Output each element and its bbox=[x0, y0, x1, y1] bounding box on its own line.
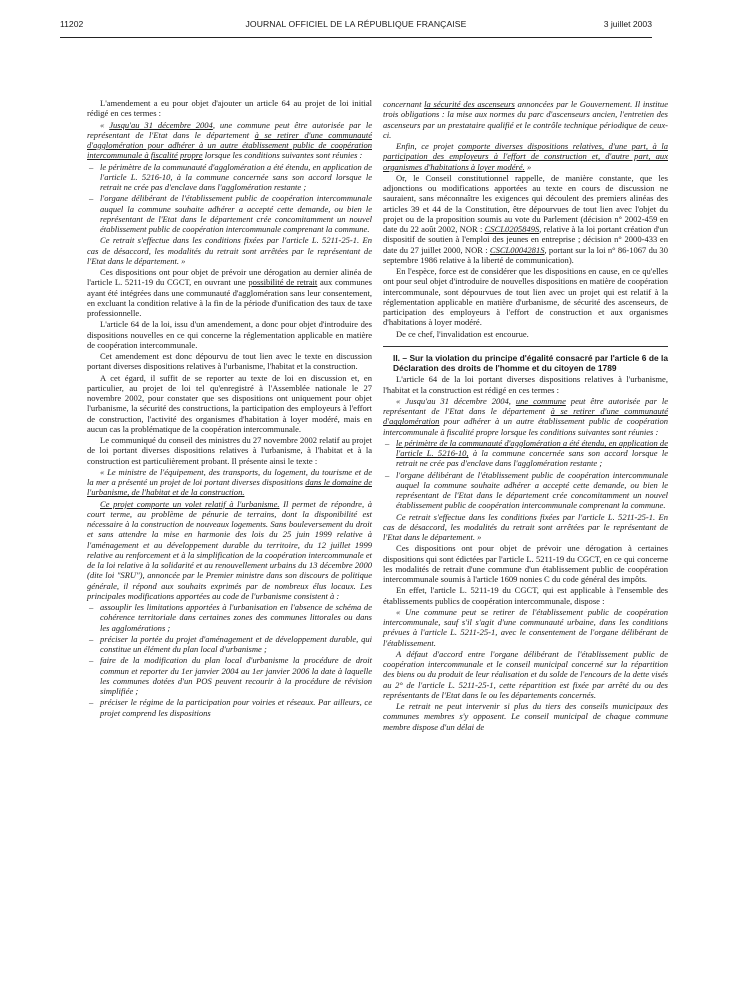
paragraph: L'article 64 de la loi, issu d'un amendement, a donc pour objet d'introduire des dispositions nouvelles en ce qui concerne la réglementation applicable en matière de coopération intercommunale. bbox=[87, 319, 372, 350]
list-item: – l'organe délibérant de l'établissement public de coopération intercommunale auquel la commune souhaite adhérer a accepté cette demande, ou bien le représentant de l'Etat dans le département crée concomitamment un nouvel établissement public de coopération intercommunale comprenant la commune. bbox=[87, 193, 372, 234]
quoted-paragraph: Ce retrait s'effectue dans les conditions fixées par l'article L. 5211-25-1. En cas de désaccord, les modalités du retrait sont arrêtées par le représentant de l'Etat dans le département. » bbox=[383, 511, 668, 543]
issue-date: 3 juillet 2003 bbox=[603, 19, 652, 29]
quoted-paragraph: « Jusqu'au 31 décembre 2004, une commune peut être autorisée par le représentant de l'Etat dans le département à se retirer d'une communauté d'agglomération pour adhérer à un autre établissement public de coopération intercommunale à fiscalité propre lorsque les conditions suivantes sont réunies : bbox=[87, 119, 372, 161]
paragraph: En l'espèce, force est de considérer que les dispositions en cause, en ce qu'elles ont pour seul objet d'introduire de nouvelles dispositions en matière de coopération intercommunale, sont dépourvues de tout lien avec un projet qui est relatif à la réglementation applicable en matière d'urbanisme, de sécurité des ascenseurs, de participation des employeurs à l'effort de construction et aux organismes d'habitations à loyer modéré. bbox=[383, 266, 668, 328]
quoted-paragraph: « Jusqu'au 31 décembre 2004, une commune peut être autorisée par le représentant de l'Etat dans le département à se retirer d'une communauté d'agglomération pour adhérer à un autre établissement public de coopération intercommunale à fiscalité propre lorsque les conditions suivantes sont réunies : bbox=[383, 395, 668, 437]
list-item: – le périmètre de la communauté d'agglomération a été étendu, en application de l'article L. 5216-10, à la commune concernée sans son accord lorsque le retrait ne crée pas d'enclave dans l'agglomération restante ; bbox=[87, 162, 372, 193]
list-item: – le périmètre de la communauté d'agglomération a été étendu, en application de l'article L. 5216-10, à la commune concernée sans son accord lorsque le retrait ne crée pas d'enclave dans l'agglomération restante ; bbox=[383, 438, 668, 469]
quoted-paragraph: Ce projet comporte un volet relatif à l'urbanisme. Il permet de répondre, à court terme, au problème de pénurie de terrains, dont la disponibilité est nécessaire à la construction de nouveaux logements. Sans bouleversement du droit et sans attendre la mise en harmonie des lois du 25 juin 1999 relative à l'aménagement et au développement durable du territoire, du 12 juillet 1999 relative au renforcement et à la simplification de la coopération intercommunale et de la loi relative à la solidarité et au renouvellement urbains du 13 décembre 2000 (dite loi "SRU"), annoncée par le Premier ministre dans son discours de politique générale, il répond aux souhaits exprimés par de nombreux élus locaux. Les principales modifications apportées au code de l'urbanisme consistent à : bbox=[87, 498, 372, 601]
section-heading: II. – Sur la violation du principe d'égalité consacré par l'article 6 de la Déclaration des droits de l'homme et du citoyen de 1789 bbox=[393, 352, 668, 374]
paragraph: A cet égard, il suffit de se reporter au texte de loi en discussion et, en particulier, au projet de loi tel qu'enregistré à l'Assemblée nationale le 27 novembre 2002, pour constater que ses dispositions ont uniquement pour objet l'urbanisme, la sécurité des constructions, la participation des employeurs à l'effort de construction, l'activité des organismes d'habitation à loyer modéré, mais en aucun cas la problématique de la coopération intercommunale. bbox=[87, 372, 372, 434]
quoted-paragraph: « Le ministre de l'équipement, des transports, du logement, du tourisme et de la mer a présenté un projet de loi portant diverses dispositions dans le domaine de l'urbanisme, de l'habitat et de la construction. bbox=[87, 466, 372, 498]
quoted-paragraph: A défaut d'accord entre l'organe délibérant de l'établissement public de coopération intercommunale et le conseil municipal concerné sur la répartition des biens ou du produit de leur réalisation et du solde de l'encours de la dette visés au 2° de l'article L. 5211-25-1, cette répartition est fixée par arrêté du ou des représentants de l'Etat dans le ou les départements concernés. bbox=[383, 648, 668, 700]
paragraph: De ce chef, l'invalidation est encourue. bbox=[396, 328, 529, 339]
paragraph: Le communiqué du conseil des ministres du 27 novembre 2002 relatif au projet de loi portant diverses dispositions relatives à l'urbanisme, à l'habitat et à la construction est particulièrement probant. Il présente ainsi le texte : bbox=[87, 435, 372, 466]
list-item: – préciser le régime de la participation pour voiries et réseaux. Par ailleurs, ce projet comprend les dispositions bbox=[87, 697, 372, 718]
quoted-paragraph: concernant la sécurité des ascenseurs annoncées par le Gouvernement. Il institue trois obligations : la mise aux normes du parc d'ascenseurs ancien, l'entretien des ascenseurs par un prestataire qualifié et le contrôle technique périodique de ceux-ci. bbox=[383, 99, 668, 140]
paragraph: Ces dispositions ont pour objet de prévoir une dérogation à certaines dispositions qui sont édictées par l'article L. 5211-19 du CGCT, en ce qui concerne les modalités de retrait d'une commune d'un établissement public de coopération intercommunale soumis à l'article 1609 nonies C du code général des impôts. bbox=[383, 543, 668, 585]
header-rule bbox=[60, 37, 652, 38]
right-column bbox=[383, 99, 668, 733]
list-item: – l'organe délibérant de l'établissement public de coopération intercommunale auquel la commune souhaite adhérer a accepté cette demande, ou bien le représentant de l'Etat dans le département crée concomitamment un nouvel établissement public de coopération intercommunale comprenant la commune. bbox=[383, 470, 668, 511]
journal-title: JOURNAL OFFICIEL DE LA RÉPUBLIQUE FRANÇAISE bbox=[245, 19, 467, 29]
paragraph: L'amendement a eu pour objet d'ajouter un article 64 au projet de loi initial rédigé en ces termes : bbox=[87, 98, 372, 119]
quoted-paragraph: Enfin, ce projet comporte diverses dispositions relatives, d'une part, à la participation des employeurs à l'effort de construction et, d'autre part, aux organismes d'habitations à loyer modéré. » bbox=[383, 141, 668, 172]
paragraph: Cet amendement est donc dépourvu de tout lien avec le texte en discussion portant diverses dispositions relatives à l'urbanisme, l'habitat et la construction. bbox=[87, 351, 372, 372]
list-item: – assouplir les limitations apportées à l'urbanisation en l'absence de schéma de cohérence territoriale dans certaines zones des communes littorales ou dans les agglomérations ; bbox=[87, 602, 372, 633]
paragraph: Ces dispositions ont pour objet de prévoir une dérogation au dernier alinéa de l'article L. 5211-19 du CGCT, en ouvrant une possibilité de retrait aux communes ayant été intégrées dans une communauté d'agglomération sans leur consentement, en excluant la condition relative à la fin de la période d'unification des taux de taxe professionnelle. bbox=[87, 267, 372, 318]
page-number: 11202 bbox=[60, 19, 84, 29]
page-header bbox=[60, 19, 652, 35]
paragraph: L'article 64 de la loi portant diverses dispositions relatives à l'urbanisme, l'habitat et la construction est rédigé en ces termes : bbox=[383, 374, 668, 395]
paragraph: Or, le Conseil constitutionnel rappelle, de manière constante, que les adjonctions ou modifications apportées au texte en cours de discussion ne sauraient, sans méconnaître les exigences qui découlent des premiers alinéas des articles 39 et 44 de la Constitution, être dépourvues de tout lien avec l'objet du projet ou de la proposition soumis au vote du Parlement (décision n° 2002-459 en date du 22 août 2002, NOR : CSCL0205849S, relative à la loi portant création d'un dispositif de soutien à l'emploi des jeunes en entreprise ; décision n° 2000-433 en date du 27 juillet 2000, NOR : CSCL0004281S, portant sur la loi n° 86-1067 du 30 septembre 1986 relative à la liberté de communication). bbox=[383, 172, 669, 265]
left-column bbox=[87, 98, 372, 719]
quoted-paragraph: Le retrait ne peut intervenir si plus du tiers des conseils municipaux des communes membres s'y opposent. Le conseil municipal de chaque commune membre dispose d'un délai de bbox=[383, 701, 668, 732]
list-item: – faire de la modification du plan local d'urbanisme la procédure de droit commun et reporter du 1er janvier 2004 au 1er janvier 2006 la date à laquelle les communes dotées d'un POS peuvent recourir à la procédure de révision simplifiée ; bbox=[87, 655, 372, 696]
quoted-paragraph: Ce retrait s'effectue dans les conditions fixées par l'article L. 5211-25-1. En cas de désaccord, les modalités du retrait sont arrêtées par le représentant de l'Etat dans le département. » bbox=[87, 235, 372, 266]
quoted-paragraph: « Une commune peut se retirer de l'établissement public de coopération intercommunale, sauf s'il s'agit d'une communauté urbaine, dans les conditions prévues à l'article L. 5211-25-1, avec le consentement de l'organe délibérant de l'établissement. bbox=[383, 606, 668, 648]
list-item: – préciser la portée du projet d'aménagement et de développement durable, qui constitue un élément du plan local d'urbanisme ; bbox=[87, 634, 372, 655]
section-separator bbox=[383, 346, 668, 347]
paragraph: En effet, l'article L. 5211-19 du CGCT, qui est applicable à l'ensemble des établissements publics de coopération intercommunale, dispose : bbox=[383, 585, 668, 606]
